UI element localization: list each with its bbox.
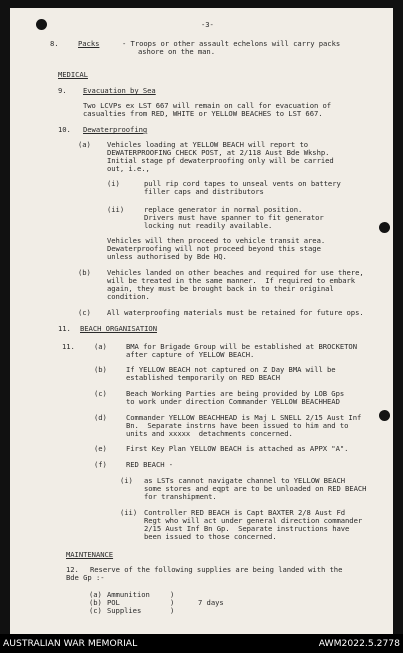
text-line-40-if-yellow-beach-not-captured: If YELLOW BEACH not captured on Z Day BMA will be <box>126 365 336 374</box>
text-line-43-beach-working-parties-are-be: Beach Working Parties are being provided by LOB Gps <box>126 389 345 398</box>
document-page <box>10 8 393 634</box>
text-line-32-all-waterproofing-materials-: All waterproofing materials must be retained for future ops. <box>107 308 364 317</box>
page-number: -3- <box>201 20 214 29</box>
text-line-44-to-work-under-direction-comm: to work under direction Commander YELLOW BEACHHEAD <box>126 397 340 406</box>
text-line-23-vehicles-will-then-proceed-t: Vehicles will then proceed to vehicle transit area. <box>107 236 326 245</box>
text-line-3-ashore-on-the-man: ashore on the man. <box>138 47 215 56</box>
text-line-39-b: (b) <box>94 365 107 374</box>
text-line-1-packs: Packs <box>78 39 100 48</box>
text-line-50-first-key-plan-yellow-beach-: First Key Plan YELLOW BEACH is attached as APPX "A". <box>126 444 349 453</box>
text-line-54-as-lsts-cannot-navigate-chan: as LSTs cannot navigate channel to YELLOW BEACH <box>144 476 346 485</box>
text-line-65-bde-gp: Bde Gp :- <box>66 573 105 582</box>
text-line-20-replace-generator-in-normal-: replace generator in normal position. <box>144 205 303 214</box>
text-line-17-pull-rip-cord-tapes-to-unsea: pull rip cord tapes to unseal vents on battery <box>144 179 341 188</box>
text-line-69-pol: POL <box>107 598 120 607</box>
text-line-37-bma-for-brigade-group-will-b: BMA for Brigade Group will be established at BROCKETON <box>126 342 357 351</box>
text-line-14-initial-stage-pf-dewaterproo: Initial stage pf dewaterproofing only will be carried <box>107 156 334 165</box>
text-line-68-b: (b) <box>89 598 102 607</box>
text-line-24-dewaterproofing-will-not-pro: Dewaterproofing will not proceed beyond this stage <box>107 244 321 253</box>
text-line-53-i: (i) <box>120 476 133 485</box>
text-line-64-reserve-of-the-following-sup: Reserve of the following supplies are being landed with the <box>90 565 343 574</box>
text-line-70-c: (c) <box>89 606 102 615</box>
text-line-51-f: (f) <box>94 460 107 469</box>
text-line-8-casualties-from-red-white-or: casualties from RED, WHITE or YELLOW BEACHES to LST 667. <box>83 109 323 118</box>
text-line-10-dewaterproofing: Dewaterproofing <box>83 125 148 134</box>
text-line-71-supplies: Supplies <box>107 606 142 615</box>
text-line-59-regt-who-will-act-under-gene: Regt who will act under general direction commander <box>144 516 363 525</box>
text-line-21-drivers-must-have-spanner-to: Drivers must have spanner to fit generator <box>144 213 324 222</box>
text-line-75-7-days: 7 days <box>198 598 224 607</box>
text-line-42-c: (c) <box>94 389 107 398</box>
text-line-67-ammunition: Ammunition <box>107 590 150 599</box>
text-line-16-i: (i) <box>107 179 120 188</box>
text-line-2-troops-or-other-assault-eche: - Troops or other assault echelons will carry packs <box>122 39 341 48</box>
text-line-60-2-15-aust-inf-bn-gp-separate: 2/15 Aust Inf Bn Gp. Separate instructions have <box>144 524 350 533</box>
text-line-33-11: 11. <box>58 324 71 333</box>
text-line-29-again-they-must-be-brought-b: again, they must be brought back in to their original <box>107 284 334 293</box>
text-line-35-11: 11. <box>62 342 75 351</box>
text-line-57-ii: (ii) <box>120 508 138 517</box>
text-line-45-d: (d) <box>94 413 107 422</box>
text-line-12-vehicles-loading-at-yellow-b: Vehicles loading at YELLOW BEACH will report to <box>107 140 309 149</box>
text-line-6-evacuation-by-sea: Evacuation by Sea <box>83 86 156 95</box>
punch-hole-mid <box>379 222 390 233</box>
text-line-9-10: 10. <box>58 125 71 134</box>
text-line-49-e: (e) <box>94 444 107 453</box>
text-line-63-12: 12. <box>66 565 79 574</box>
text-line-41-established-temporarily-on-r: established temporarily on RED BEACH <box>126 373 280 382</box>
text-line-11-a: (a) <box>78 140 91 149</box>
text-line-26-b: (b) <box>78 268 91 277</box>
text-line-66-a: (a) <box>89 590 102 599</box>
text-line-4-medical: MEDICAL <box>58 70 88 79</box>
text-line-72: ) <box>170 590 175 599</box>
text-line-46-commander-yellow-beachhead-i: Commander YELLOW BEACHHEAD is Maj L SNELL 2/15 Aust Inf <box>126 413 362 422</box>
text-line-56-for-transhipment: for transhipment. <box>144 492 217 501</box>
text-line-52-red-beach: RED BEACH - <box>126 460 174 469</box>
text-line-62-maintenance: MAINTENANCE <box>66 550 114 559</box>
text-line-25-unless-authorised-by-bde-hq: unless authorised by Bde HQ. <box>107 252 227 261</box>
text-line-31-c: (c) <box>78 308 91 317</box>
text-line-19-ii: (ii) <box>107 205 125 214</box>
text-line-15-out-i-e: out, i.e., <box>107 164 150 173</box>
footer-reference-label: AWM2022.5.2778 <box>318 638 400 649</box>
text-line-38-after-capture-of-yellow-beac: after capture of YELLOW BEACH. <box>126 350 255 359</box>
text-line-13-dewaterproofing-check-post-a: DEWATERPROOFING CHECK POST, at 2/118 Aust Bde Wkshp. <box>107 148 330 157</box>
text-line-47-bn-separate-instrns-have-bee: Bn. Separate instrns have been issued to him and to <box>126 421 349 430</box>
text-line-36-a: (a) <box>94 342 107 351</box>
text-line-30-condition: condition. <box>107 292 150 301</box>
text-line-58-controller-red-beach-is-capt: Controller RED BEACH is Capt BAXTER 2/8 Aust Fd <box>144 508 346 517</box>
text-line-18-filler-caps-and-distributors: filler caps and distributors <box>144 187 264 196</box>
text-line-74: ) <box>170 606 175 615</box>
punch-hole-top <box>36 19 47 30</box>
text-line-48-units-and-xxxxx-detachments-: units and xxxxx detachments concerned. <box>126 429 293 438</box>
text-line-7-two-lcvps-ex-lst-667-will-re: Two LCVPs ex LST 667 will remain on call for evacuation of <box>83 101 332 110</box>
text-line-22-locking-nut-readily-availabl: locking nut readily available. <box>144 221 273 230</box>
punch-hole-bottom <box>379 410 390 421</box>
text-line-55-some-stores-and-eqpt-are-to-: some stores and eqpt are to be unloaded on RED BEACH <box>144 484 367 493</box>
footer-bar <box>0 634 403 653</box>
footer-source-label: AUSTRALIAN WAR MEMORIAL <box>3 638 138 649</box>
text-line-27-vehicles-landed-on-other-bea: Vehicles landed on other beaches and required for use there, <box>107 268 364 277</box>
text-line-73: ) <box>170 598 175 607</box>
text-line-0-8: 8. <box>50 39 59 48</box>
text-line-28-will-be-treated-in-the-same-: will be treated in the same manner. If required to embark <box>107 276 356 285</box>
text-line-34-beach-organisation: BEACH ORGANISATION <box>80 324 157 333</box>
text-line-5-9: 9. <box>58 86 67 95</box>
text-line-61-been-issued-to-those-concern: been issued to those concerned. <box>144 532 277 541</box>
